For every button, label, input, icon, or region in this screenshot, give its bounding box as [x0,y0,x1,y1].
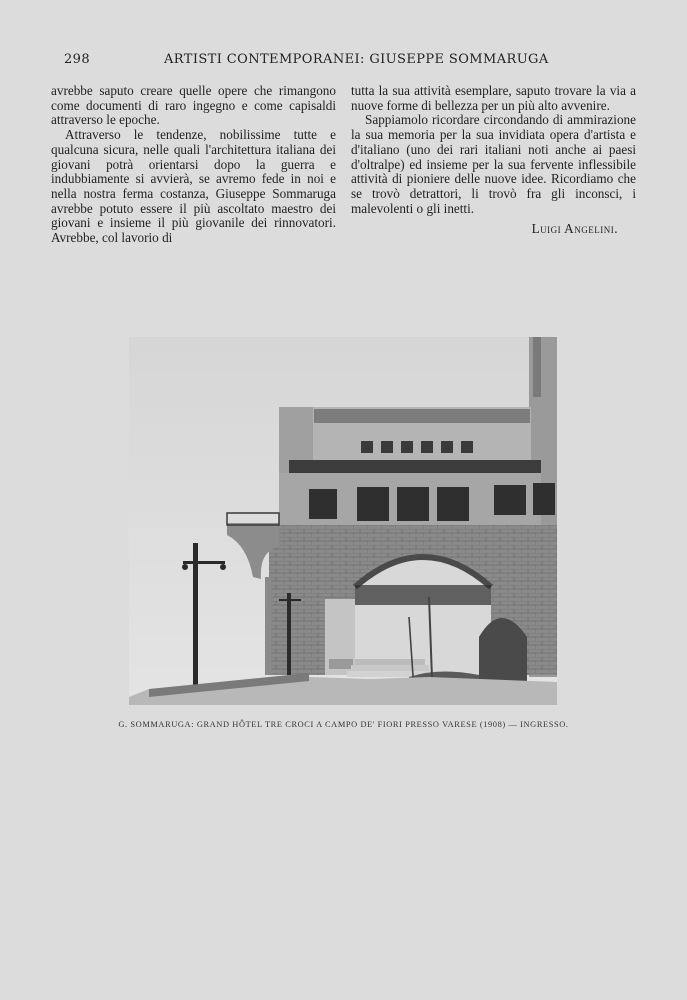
running-title: ARTISTI CONTEMPORANEI: GIUSEPPE SOMMARUGA [164,52,549,67]
left-column [51,84,336,246]
right-column [351,84,636,237]
page-number: 298 [64,52,91,67]
paragraph: avrebbe saputo creare quelle opere che rimangono come documenti di raro ingegno e come capisaldi attraverso le epoche. [51,83,336,128]
paragraph: Attraverso le tendenze, nobilissime tutte e qualcuna sicura, nelle quali l'architettura italiana dei giovani potrà orientarsi dopo la guerra e indubbiamente si avvierà, se avremo fede in noi e nella nostra ferma costanza, Giuseppe Sommaruga avrebbe potuto essere il più ascoltato maestro dei giovani e insieme il più giovanile dei rinnovatori. Avrebbe, col lavorio di [51,127,336,246]
paragraph: Sappiamolo ricordare circondando di ammirazione la sua memoria per la sua invidiata opera d'artista e d'italiano (uno dei rari italiani noti anche ai paesi d'oltralpe) ed insieme per la sua fervente inflessibile attività di pioniere delle nuove idee. Ricordiamo che se trovò detrattori, li trovò fra gli inconsci, i malevolenti o gli inetti. [351,112,636,216]
building-photograph [129,337,557,705]
hotel-entrance-illustration [129,337,557,705]
author-signature: Luigi Angelini. [531,221,618,237]
figure-caption: G. SOMMARUGA: GRAND HÔTEL TRE CROCI A CAMPO DE' FIORI PRESSO VARESE (1908) — INGRESSO. [118,720,569,729]
paragraph: tutta la sua attività esemplare, saputo trovare la via a nuove forme di bellezza per un più alto avvenire. [351,83,636,113]
